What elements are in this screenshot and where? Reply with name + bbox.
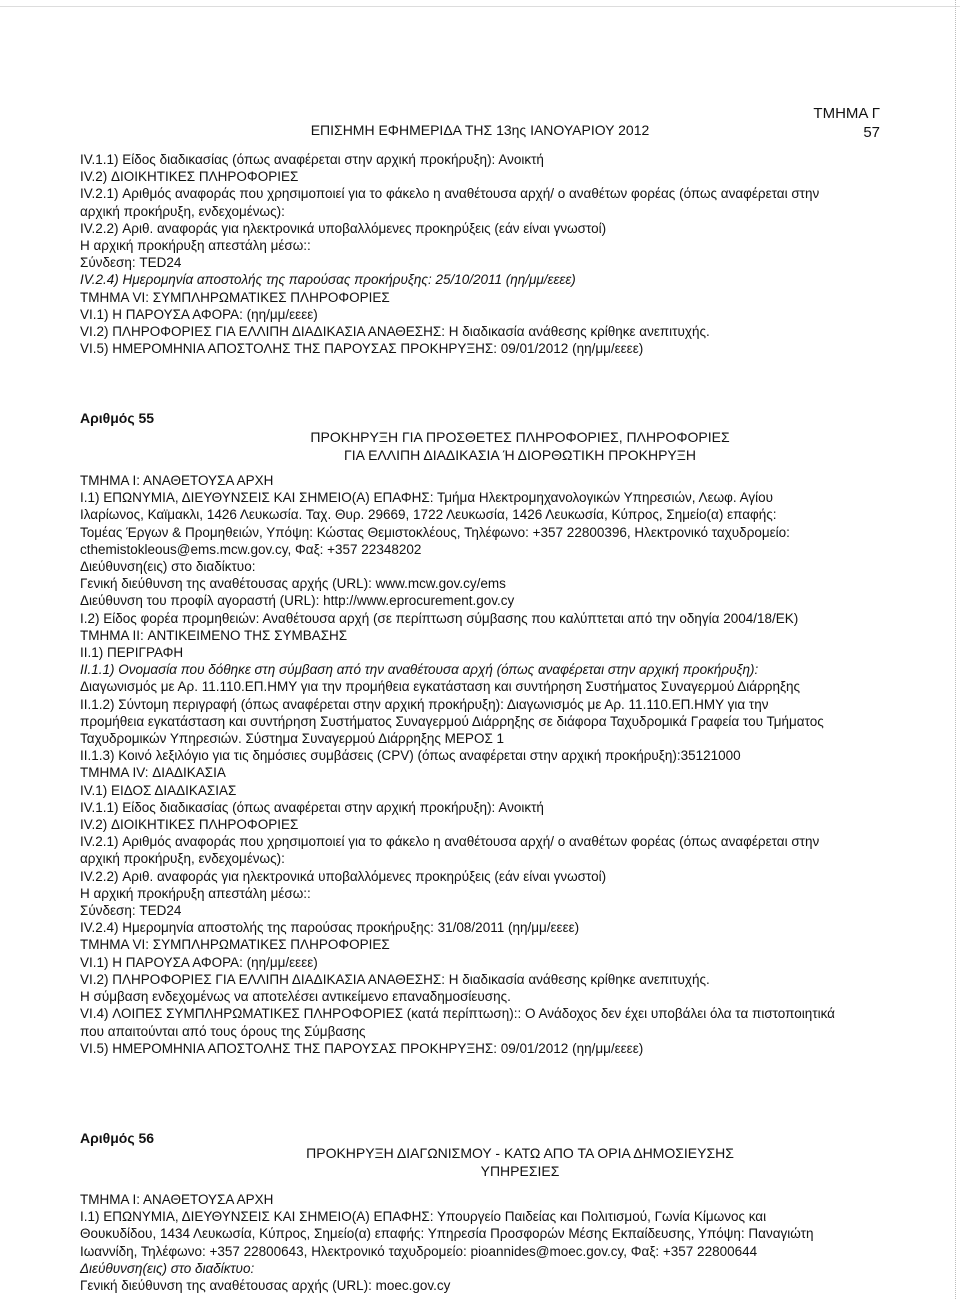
text-line: ΤΜΗΜΑ Ι: ΑΝΑΘΕΤΟΥΣΑ ΑΡΧΗ	[80, 1192, 274, 1207]
text-line: I.2) Είδος φορέα προμηθειών: Αναθέτουσα αρχή (σε περίπτωση σύμβασης που καλύπτεται από την οδηγία 2004/18/ΕΚ)	[80, 610, 799, 626]
text-line: Σύνδεση: TED24	[80, 903, 182, 919]
text-line: IV.2.1) Αριθμός αναφοράς που χρησιμοποιεί για το φάκελο η αναθέτουσα αρχή/ ο αναθέτων φορέας (όπως αναφέρεται στην	[80, 186, 820, 202]
text-line: Ιλαρίωνος, Καϊμακλι, 1426 Λευκωσία. Ταχ. Θυρ. 29669, 1722 Λευκωσία, 1426 Λευκωσία, Κύπρος, Σημείο(α) επαφής:	[80, 507, 777, 523]
text-line: IV.2.1) Αριθμός αναφοράς που χρησιμοποιεί για το φάκελο η αναθέτουσα αρχή/ ο αναθέτων φορέας (όπως αναφέρεται στην	[80, 834, 820, 850]
text-line: Διεύθυνση του προφίλ αγοραστή (URL): http://www.eprocurement.gov.cy	[80, 593, 515, 609]
text-line: IV.2.4) Ημερομηνία αποστολής της παρούσας προκήρυξης: 25/10/2011 (ηη/μμ/εεεε)	[80, 272, 576, 288]
text-line: Ιωαννίδη, Τηλέφωνο: +357 22800643, Ηλεκτρονικό ταχυδρομείο: pioannides@moec.gov.cy, Φαξ: +357 22800644	[80, 1243, 758, 1259]
text-line: VI.2) ΠΛΗΡΟΦΟΡΙΕΣ ΓΙΑ ΕΛΛΙΠΗ ΔΙΑΔΙΚΑΣΙΑ ΑΝΑΘΕΣΗΣ: Η διαδικασία ανάθεσης κρίθηκε ανεπιτυχής.	[80, 971, 710, 987]
notice-number-56: Αριθμός 56	[80, 1130, 155, 1146]
text-line: ΤΜΗΜΑ IV: ΔΙΑΔΙΚΑΣΙΑ	[80, 765, 226, 781]
text-line: προμήθεια εγκατάσταση και συντήρηση Συστήματος Συναγερμού Διάρρηξης σε διάφορα Ταχυδρομικά Γραφεία του Τμήματος	[80, 713, 824, 729]
text-line: IV.2.2) Αριθ. αναφοράς για ηλεκτρονικά υποβαλλόμενες προκηρύξεις (εάν είναι γνωστοί)	[80, 220, 607, 236]
text-line: Διεύθυνση(εις) στο διαδίκτυο:	[80, 1260, 255, 1276]
text-line: Σύνδεση: TED24	[80, 255, 182, 271]
scan-right-edge	[954, 0, 956, 1299]
text-line: ΤΜΗΜΑ VI: ΣΥΜΠΛΗΡΩΜΑΤΙΚΕΣ ΠΛΗΡΟΦΟΡΙΕΣ	[80, 937, 390, 953]
notice-55-body	[80, 472, 880, 1057]
text-line: Η αρχική προκήρυξη απεστάλη μέσω::	[80, 885, 311, 901]
text-line: Γενική διεύθυνση της αναθέτουσας αρχής (URL): moec.gov.cy	[80, 1278, 451, 1294]
text-line: IV.1) ΕΙΔΟΣ ΔΙΑΔΙΚΑΣΙΑΣ	[80, 782, 237, 798]
section-label: ΤΜΗΜΑ Γ	[813, 105, 880, 122]
text-line: Διεύθυνση(εις) στο διαδίκτυο:	[80, 559, 256, 575]
text-line: II.1.2) Σύντομη περιγραφή (όπως αναφέρεται στην αρχική προκήρυξη): Διαγωνισμός με Αρ. 11.110.ΕΠ.ΗΜΥ για την	[80, 696, 769, 712]
text-line: Η σύμβαση ενδεχομένως να αποτελέσει αντικείμενο επαναδημοσίευσης.	[80, 989, 511, 1005]
text-line: Θουκυδίδου, 1434 Λευκωσία, Κύπρος, Σημείο(α) επαφής: Υπηρεσία Προσφορών Μέσης Εκπαίδευσης, Υπόψη: Παναγιώτη	[80, 1226, 814, 1242]
text-line: IV.2) ΔΙΟΙΚΗΤΙΚΕΣ ΠΛΗΡΟΦΟΡΙΕΣ	[80, 817, 299, 833]
text-line: VI.1) Η ΠΑΡΟΥΣΑ ΑΦΟΡΑ: (ηη/μμ/εεεε)	[80, 306, 318, 322]
title-line: ΠΡΟΚΗΡΥΞΗ ΔΙΑΓΩΝΙΣΜΟΥ - ΚΑΤΩ ΑΠΟ ΤΑ ΟΡΙΑ ΔΗΜΟΣΙΕΥΣΗΣ	[306, 1145, 734, 1161]
text-line: αρχική προκήρυξη, ενδεχομένως):	[80, 203, 285, 219]
text-line: VI.1) Η ΠΑΡΟΥΣΑ ΑΦΟΡΑ: (ηη/μμ/εεεε)	[80, 954, 318, 970]
title-line: ΓΙΑ ΕΛΛΙΠΗ ΔΙΑΔΙΚΑΣΙΑ Ή ΔΙΟΡΘΩΤΙΚΗ ΠΡΟΚΗΡΥΞΗ	[344, 447, 696, 463]
text-line: IV.2) ΔΙΟΙΚΗΤΙΚΕΣ ΠΛΗΡΟΦΟΡΙΕΣ	[80, 169, 299, 185]
notice-number-55: Αριθμός 55	[80, 410, 155, 426]
text-line: IV.2.4) Ημερομηνία αποστολής της παρούσας προκήρυξης: 31/08/2011 (ηη/μμ/εεεε)	[80, 920, 580, 936]
title-line: ΥΠΗΡΕΣΙΕΣ	[480, 1163, 560, 1179]
text-line: IV.1.1) Είδος διαδικασίας (όπως αναφέρεται στην αρχική προκήρυξη): Ανοικτή	[80, 152, 544, 167]
document-page	[80, 0, 880, 1299]
notice-55-title	[240, 428, 800, 464]
text-line: II.1) ΠΕΡΙΓΡΑΦΗ	[80, 645, 184, 661]
text-line: II.1.1) Ονομασία που δόθηκε στη σύμβαση από την αναθέτουσα αρχή (όπως αναφέρεται στην αρχική προκήρυξη):	[80, 662, 759, 678]
text-line: Ταχυδρομικών Υπηρεσιών. Σύστημα Συναγερμού Διάρρηξης ΜΕΡΟΣ 1	[80, 731, 505, 747]
text-line: VI.2) ΠΛΗΡΟΦΟΡΙΕΣ ΓΙΑ ΕΛΛΙΠΗ ΔΙΑΔΙΚΑΣΙΑ ΑΝΑΘΕΣΗΣ: Η διαδικασία ανάθεσης κρίθηκε ανεπιτυχής.	[80, 324, 710, 340]
text-line: I.1) ΕΠΩΝΥΜΙΑ, ΔΙΕΥΘΥΝΣΕΙΣ ΚΑΙ ΣΗΜΕΙΟ(Α) ΕΠΑΦΗΣ: Υπουργείο Παιδείας και Πολιτισμού, Γωνία Κίμωνος και	[80, 1209, 767, 1225]
text-line: Τομέας Έργων & Προμηθειών, Υπόψη: Κώστας Θεμιστοκλέους, Τηλέφωνο: +357 22800396, Ηλεκτρονικό ταχυδρομείο:	[80, 524, 790, 540]
text-line: Γενική διεύθυνση της αναθέτουσας αρχής (URL): www.mcw.gov.cy/ems	[80, 576, 506, 592]
text-line: I.1) ΕΠΩΝΥΜΙΑ, ΔΙΕΥΘΥΝΣΕΙΣ ΚΑΙ ΣΗΜΕΙΟ(Α) ΕΠΑΦΗΣ: Τμήμα Ηλεκτρομηχανολογικών Υπηρεσιών, Λεωφ. Αγίου	[80, 490, 774, 506]
notice-56-title	[240, 1144, 800, 1180]
text-line: IV.2.2) Αριθ. αναφοράς για ηλεκτρονικά υποβαλλόμενες προκηρύξεις (εάν είναι γνωστοί)	[80, 868, 607, 884]
text-line: cthemistokleous@ems.mcw.gov.cy, Φαξ: +357 22348202	[80, 541, 422, 557]
text-line: ΤΜΗΜΑ Ι: ΑΝΑΘΕΤΟΥΣΑ ΑΡΧΗ	[80, 473, 274, 488]
text-line: ΤΜΗΜΑ II: ΑΝΤΙΚΕΙΜΕΝΟ ΤΗΣ ΣΥΜΒΑΣΗΣ	[80, 627, 348, 643]
text-line: Η αρχική προκήρυξη απεστάλη μέσω::	[80, 238, 311, 254]
page-number: 57	[863, 124, 880, 141]
text-line: ΤΜΗΜΑ VI: ΣΥΜΠΛΗΡΩΜΑΤΙΚΕΣ ΠΛΗΡΟΦΟΡΙΕΣ	[80, 289, 390, 305]
title-line: ΠΡΟΚΗΡΥΞΗ ΓΙΑ ΠΡΟΣΘΕΤΕΣ ΠΛΗΡΟΦΟΡΙΕΣ, ΠΛΗΡΟΦΟΡΙΕΣ	[310, 429, 730, 445]
text-line: VI.4) ΛΟΙΠΕΣ ΣΥΜΠΛΗΡΩΜΑΤΙΚΕΣ ΠΛΗΡΟΦΟΡΙΕΣ (κατά περίπτωση):: Ο Ανάδοχος δεν έχει υποβάλει όλα τα πιστοποιητικά	[80, 1006, 835, 1022]
text-line: αρχική προκήρυξη, ενδεχομένως):	[80, 851, 285, 867]
text-line: Διαγωνισμός με Αρ. 11.110.ΕΠ.ΗΜΥ για την προμήθεια εγκατάσταση και συντήρηση Συστήματος Συναγερμού Διάρρηξης	[80, 679, 801, 695]
text-line: που απαιτούνται από τους όρους της Σύμβασης	[80, 1023, 366, 1039]
text-line: IV.1.1) Είδος διαδικασίας (όπως αναφέρεται στην αρχική προκήρυξη): Ανοικτή	[80, 799, 544, 815]
continuation-block	[80, 151, 880, 357]
publication-header: ΕΠΙΣΗΜΗ ΕΦΗΜΕΡΙΔΑ ΤΗΣ 13ης ΙΑΝΟΥΑΡΙΟΥ 2012	[310, 122, 650, 138]
text-line: II.1.3) Κοινό λεξιλόγιο για τις δημόσιες συμβάσεις (CPV) (όπως αναφέρεται στην αρχική προκήρυξη):35121000	[80, 748, 741, 764]
notice-56-body	[80, 1191, 880, 1294]
text-line: VI.5) ΗΜΕΡΟΜΗΝΙΑ ΑΠΟΣΤΟΛΗΣ ΤΗΣ ΠΑΡΟΥΣΑΣ ΠΡΟΚΗΡΥΞΗΣ: 09/01/2012 (ηη/μμ/εεεε)	[80, 1040, 644, 1056]
text-line: VI.5) ΗΜΕΡΟΜΗΝΙΑ ΑΠΟΣΤΟΛΗΣ ΤΗΣ ΠΑΡΟΥΣΑΣ ΠΡΟΚΗΡΥΞΗΣ: 09/01/2012 (ηη/μμ/εεεε)	[80, 341, 644, 357]
